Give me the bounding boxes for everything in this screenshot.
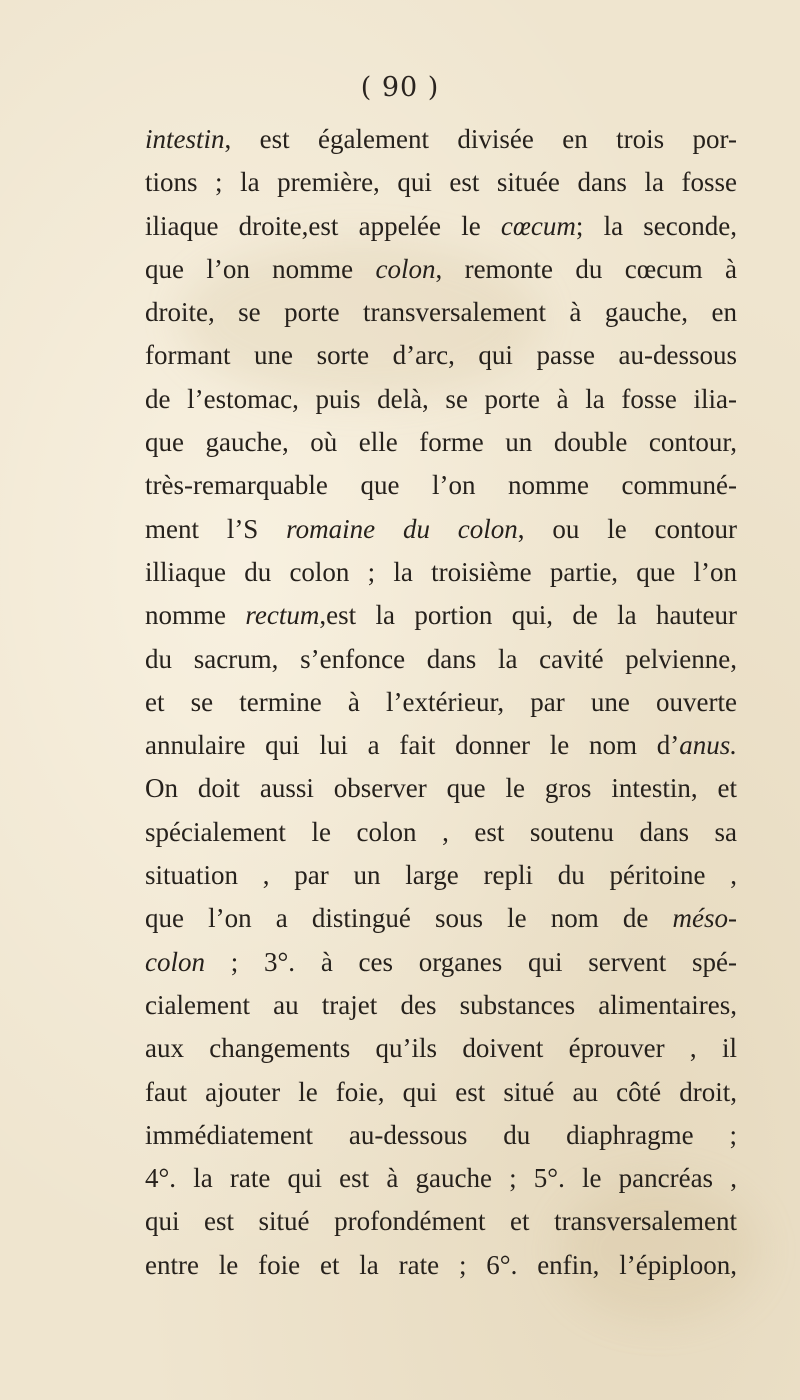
text-run: qui est situé profondément et transversalement: [145, 1206, 737, 1237]
text-run: entre le foie et la rate ; 6°. enfin, l’épiploon,: [145, 1249, 737, 1280]
text-run: très-remarquable que l’on nomme communé-: [145, 470, 737, 501]
text-run: annulaire qui lui a fait donner le nom d’: [145, 730, 680, 761]
text-run: On doit aussi observer que le gros intestin, et: [145, 773, 737, 804]
text-run: iliaque droite,est appelée le: [145, 210, 501, 241]
text-line: [145, 897, 737, 940]
text-run: situation , par un large repli du péritoine ,: [145, 860, 737, 891]
text-line: [145, 767, 737, 810]
text-line: [145, 854, 737, 897]
italic-term: colon: [375, 253, 436, 284]
text-line: [145, 421, 737, 464]
text-line: [145, 1200, 737, 1243]
text-line: [145, 1244, 737, 1287]
text-run: ; la seconde,: [575, 210, 737, 241]
text-run: cialement au trajet des substances alimentaires,: [145, 989, 737, 1020]
text-run: spécialement le colon , est soutenu dans sa: [145, 816, 737, 847]
text-run: , est également divisée en trois por-: [224, 124, 737, 154]
text-run: de l’estomac, puis delà, se porte à la fosse ilia-: [145, 383, 737, 414]
page-number: ( 90 ): [360, 72, 440, 103]
text-line: [145, 1071, 737, 1114]
text-line: [145, 291, 737, 334]
text-run: du sacrum, s’enfonce dans la cavité pelvienne,: [145, 643, 737, 674]
text-line: [145, 118, 737, 161]
text-line: [145, 1027, 737, 1070]
text-line: [145, 941, 737, 984]
italic-term: intestin: [145, 124, 225, 154]
text-run: aux changements qu’ils doivent éprouver , il: [145, 1033, 737, 1064]
text-line: [145, 638, 737, 681]
italic-term: romaine du colon: [286, 513, 518, 544]
italic-term: méso-: [672, 903, 737, 934]
text-run: tions ; la première, qui est située dans la fosse: [145, 167, 737, 198]
italic-term: colon: [145, 946, 205, 977]
text-line: [145, 984, 737, 1027]
text-line: [145, 334, 737, 377]
text-run: que l’on nomme: [145, 253, 376, 284]
italic-term: rectum: [245, 600, 320, 631]
text-line: [145, 681, 737, 724]
text-run: que gauche, où elle forme un double contour,: [145, 427, 737, 458]
text-run: ment l’S: [145, 513, 287, 544]
italic-term: cœcum: [500, 210, 576, 241]
text-line: [145, 378, 737, 421]
text-run: et se termine à l’extérieur, par une ouverte: [145, 686, 737, 717]
text-run: , ou le contour: [517, 513, 737, 544]
body-text: [145, 118, 737, 1287]
text-line: [145, 1114, 737, 1157]
text-run: immédiatement au-dessous du diaphragme ;: [145, 1119, 737, 1150]
text-run: que l’on a distingué sous le nom de: [145, 903, 673, 934]
text-run: ; 3°. à ces organes qui servent spé-: [205, 946, 737, 977]
text-line: [145, 508, 737, 551]
text-line: [145, 594, 737, 637]
text-run: formant une sorte d’arc, qui passe au-dessous: [145, 340, 737, 371]
text-line: [145, 248, 737, 291]
text-run: ,est la portion qui, de la hauteur: [319, 600, 737, 631]
text-line: [145, 464, 737, 507]
text-run: 4°. la rate qui est à gauche ; 5°. le pancréas ,: [145, 1163, 737, 1194]
italic-term: anus.: [679, 730, 737, 761]
text-run: , remonte du cœcum à: [435, 253, 737, 284]
text-line: [145, 811, 737, 854]
text-run: nomme: [145, 600, 246, 631]
text-line: [145, 161, 737, 204]
text-line: [145, 205, 737, 248]
text-run: faut ajouter le foie, qui est situé au côté droit,: [145, 1076, 737, 1107]
text-line: [145, 551, 737, 594]
text-run: droite, se porte transversalement à gauche, en: [145, 297, 737, 328]
text-line: [145, 724, 737, 767]
text-line: [145, 1157, 737, 1200]
text-run: illiaque du colon ; la troisième partie, que l’on: [145, 556, 737, 587]
